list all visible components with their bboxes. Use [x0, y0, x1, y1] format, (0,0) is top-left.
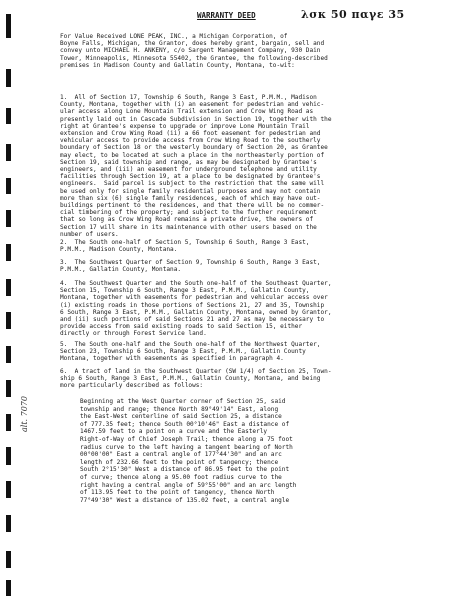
punch-hole	[6, 551, 11, 568]
punch-hole	[6, 481, 11, 498]
punch-hole	[6, 414, 11, 431]
section-6-paragraph: 6. A tract of land in the Southwest Quarter (SW 1/4) of Section 25, Town- ship 6 South, Range 3 East, P.M.M., Gallatin County, Montana, and being more particularly described as follows:	[60, 368, 332, 390]
punch-hole	[6, 447, 11, 465]
punch-hole	[6, 244, 11, 261]
punch-hole	[6, 346, 11, 363]
deed-header	[0, 8, 463, 24]
punch-hole	[6, 312, 11, 329]
record-reference: λσκ 50 παγε 35	[301, 8, 405, 21]
section-5-paragraph: 5. The South one-half and the South one-half of the Northwest Quarter, Section 23, Township 6 South, Range 3 East, P.M.M., Gallatin County Montana, together with easements as specified in paragraph 4.	[60, 341, 321, 363]
metes-and-bounds-description: Beginning at the West Quarter corner of Section 25, said township and range; thence North 89°49'14" East, along the East-West centerline of said Section 25, a distance of 777.35 feet; thence South 00°10'46" East a distance of 1467.59 feet to a point on a curve and the Easterly Right-of-Way of Chief Joseph Trail; thence along a 75 foot radius curve to the left having a tangent bearing of North 00°00'00" East a central angle of 177°44'30" and an arc length of 232.66 feet to the point of tangency; thence South 2°15'30" West a distance of 86.95 feet to the point of curve; thence along a 95.00 foot radius curve to the right having a central angle of 59°55'00" and an arc length of 113.95 feet to the point of tangency, thence North 77°49'30" West a distance of 135.02 feet, a central angle	[80, 398, 297, 504]
punch-hole	[6, 515, 11, 532]
punch-hole	[6, 580, 11, 596]
handwritten-margin-note: alt. 7070	[20, 396, 29, 432]
punch-hole	[6, 210, 11, 227]
document-title: WARRANTY DEED	[197, 11, 256, 20]
intro-paragraph: For Value Received LONE PEAK, INC., a Michigan Corporation, of Boyne Falls, Michigan, the Grantor, does hereby grant, bargain, sell and convey unto MICHAEL H. ANKENY, c/o Sargent Management Company, 930 Dain Tower, Minneapolis, Minnesota 55402, the Grantee, the following-described premises in Madison County and Gallatin County, Montana, to-wit:	[60, 33, 328, 69]
punch-hole	[6, 69, 11, 87]
section-1-paragraph: 1. All of Section 17, Township 6 South, Range 3 East, P.M.M., Madison County, Montana, together with (i) an easement for pedestrian and vehic- ular access along Lone Mountain Trail extension and Crow Wing Road as presently laid out in Cascade Subdivision in Section 19, together with the right at Grantee's expense to upgrade or improve Lone Mountain Trail extension and Crow Wing Road (ii) a 66 foot easement for pedestrian and vehicular access to provide access from Crow Wing Road to the southerly boundary of Section 18 or the westerly boundary of Section 20, as Grantee may elect, to be located at such a place in the northeasterly portion of Section 19, said township and range, as may be designated by Grantee's engineers, and (iii) an easement for underground telephone and utility facilities through Section 19, at a place to be designated by Grantee's engineers. Said parcel is subject to the restriction that the same will be used only for single family residential purposes and may not contain more than six (6) single family residences, each of which may have out- buildings pertinent to the residences, and that there will be no commer- cial timbering of the property; and subject to the further requirement that so long as Crow Wing Road remains a private drive, the owners of Section 17 will share in its maintenance with other users based on the number of users.	[60, 94, 332, 238]
section-3-paragraph: 3. The Southwest Quarter of Section 9, Township 6 South, Range 3 East, P.M.M., Gallatin County, Montana.	[60, 259, 321, 274]
punch-hole	[6, 380, 11, 397]
punch-hole	[6, 279, 11, 296]
punch-hole	[6, 144, 11, 161]
punch-hole	[6, 108, 11, 124]
section-4-paragraph: 4. The Southwest Quarter and the South one-half of the Southeast Quarter, Section 15, Township 6 South, Range 3 East, P.M.M., Gallatin County, Montana, together with easements for pedestrian and vehicular access over (i) existing roads in those portions of Sections 21, 27 and 35, Township 6 South, Range 3 East, P.M.M., Gallatin County, Montana, owned by Grantor, and (ii) such portions of said Sections 21 and 27 as may be necessary to provide access from said existing roads to said Section 15, either directly or through Forest Service land.	[60, 280, 332, 338]
punch-hole	[6, 178, 11, 194]
section-2-paragraph: 2. The South one-half of Section 5, Township 6 South, Range 3 East, P.M.M., Madison County, Montana.	[60, 239, 310, 254]
